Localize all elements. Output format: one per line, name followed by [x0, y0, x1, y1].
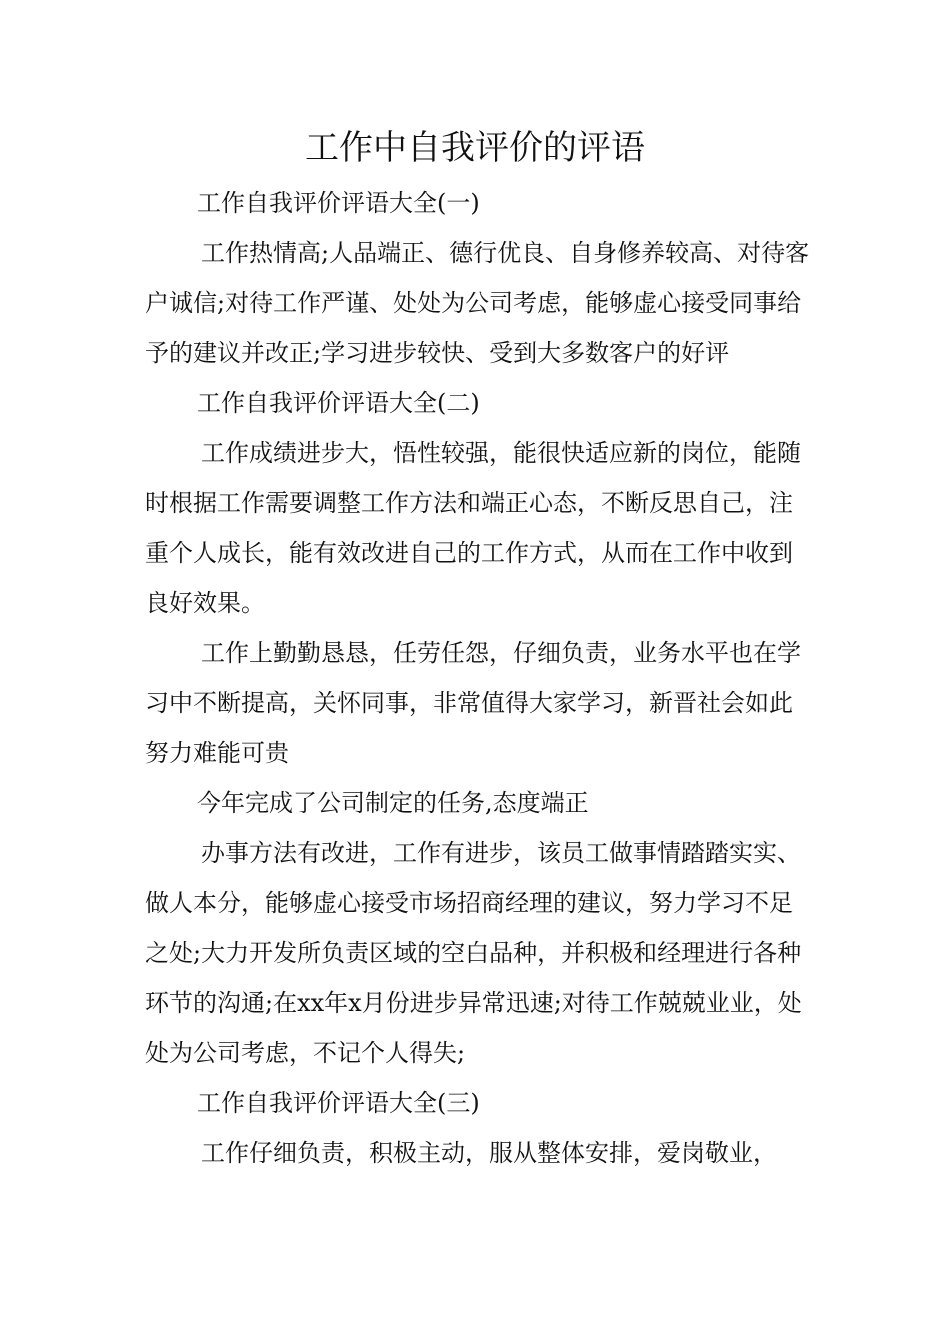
section-heading-1: 工作自我评价评语大全(一) [197, 189, 480, 217]
paragraph-2: 工作成绩进步大，悟性较强，能很快适应新的岗位，能随时根据工作需要调整工作方法和端正心态，不断反思自己，注重个人成长，能有效改进自己的工作方式，从而在工作中收到良好效果。 [145, 439, 801, 617]
section-heading-2: 工作自我评价评语大全(二) [197, 389, 480, 417]
paragraph-5: 工作仔细负责，积极主动，服从整体安排，爱岗敬业， [201, 1139, 777, 1167]
paragraph-1: 工作热情高;人品端正、德行优良、自身修养较高、对待客户诚信;对待工作严谨、处处为公司考虑，能够虚心接受同事给予的建议并改正;学习进步较快、受到大多数客户的好评 [145, 239, 810, 367]
paragraph-3: 工作上勤勤恳恳，任劳任怨，仔细负责，业务水平也在学习中不断提高，关怀同事，非常值得大家学习，新晋社会如此努力难能可贵 [145, 639, 801, 767]
document-title: 工作中自我评价的评语 [305, 128, 645, 168]
statement-line: 今年完成了公司制定的任务,态度端正 [197, 789, 589, 817]
section-heading-3: 工作自我评价评语大全(三) [197, 1089, 480, 1117]
paragraph-4: 办事方法有改进，工作有进步，该员工做事情踏踏实实、做人本分，能够虚心接受市场招商经理的建议，努力学习不足之处;大力开发所负责区域的空白品种，并积极和经理进行各种环节的沟通;在xx年x月份进步异常迅速;对待工作兢兢业业，处处为公司考虑，不记个人得失; [145, 839, 802, 1067]
document-body [145, 178, 810, 1178]
